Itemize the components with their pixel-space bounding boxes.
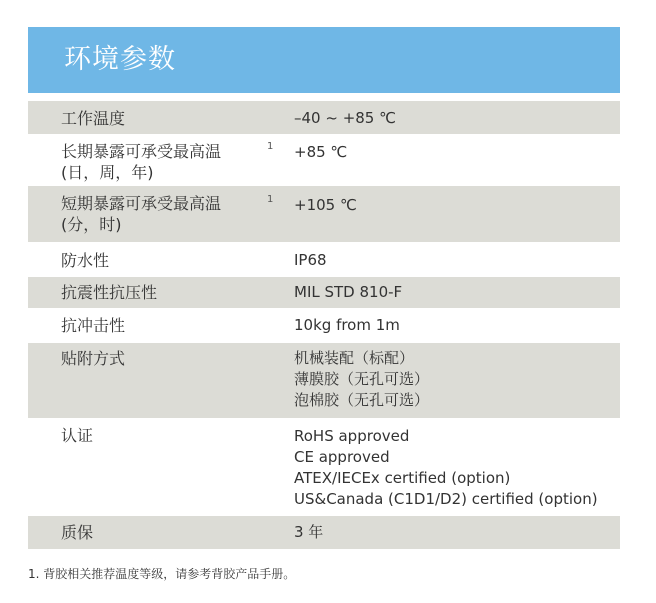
row-label: 工作温度	[61, 109, 126, 128]
value-line: –40 ~ +85 ℃	[294, 109, 396, 127]
value-line: 10kg from 1m	[294, 316, 400, 334]
section-header	[28, 27, 620, 93]
value-line: 泡棉胶（无孔可选）	[294, 391, 430, 409]
section-title: 环境参数	[64, 44, 176, 75]
table-row	[28, 101, 620, 134]
row-label: 抗震性抗压性	[61, 283, 158, 302]
row-value	[294, 348, 429, 411]
row-value	[294, 142, 347, 163]
value-line: CE approved	[294, 448, 390, 466]
table-row	[28, 420, 620, 514]
footnote-marker: 1	[267, 141, 274, 152]
row-value	[294, 282, 402, 303]
table-row	[28, 277, 620, 308]
table-row	[28, 343, 620, 418]
row-value	[294, 195, 357, 216]
value-line: 机械装配（标配）	[294, 349, 415, 367]
value-line: IP68	[294, 251, 327, 269]
value-line: 薄膜胶（无孔可选）	[294, 370, 430, 388]
footnote-marker: 1	[267, 194, 274, 205]
value-line: 3 年	[294, 523, 324, 541]
value-line: RoHS approved	[294, 427, 410, 445]
row-value	[294, 315, 400, 336]
value-line: MIL STD 810-F	[294, 283, 403, 301]
spec-table	[28, 101, 620, 551]
row-value	[294, 108, 396, 129]
row-label: 抗冲击性	[61, 316, 126, 335]
row-label: 防水性	[61, 251, 110, 270]
row-value	[294, 426, 598, 510]
table-row	[28, 516, 620, 549]
footnote: 1. 背胶相关推荐温度等级，请参考背胶产品手册。	[28, 567, 296, 581]
row-value	[294, 250, 327, 271]
row-label: 认证	[61, 426, 94, 445]
value-line: +105 ℃	[294, 196, 357, 214]
row-value	[294, 522, 323, 543]
table-row	[28, 310, 620, 341]
table-row	[28, 186, 620, 242]
value-line: US&Canada (C1D1/D2) certified (option)	[294, 490, 598, 508]
table-row	[28, 136, 620, 184]
value-line: ATEX/IECEx certified (option)	[294, 469, 511, 487]
table-row	[28, 244, 620, 275]
row-label: 短期暴露可承受最高温 (分，时)	[61, 194, 222, 234]
row-label: 质保	[61, 523, 94, 542]
row-label: 贴附方式	[61, 349, 126, 368]
row-label: 长期暴露可承受最高温 (日，周，年)	[61, 142, 222, 182]
value-line: +85 ℃	[294, 143, 348, 161]
